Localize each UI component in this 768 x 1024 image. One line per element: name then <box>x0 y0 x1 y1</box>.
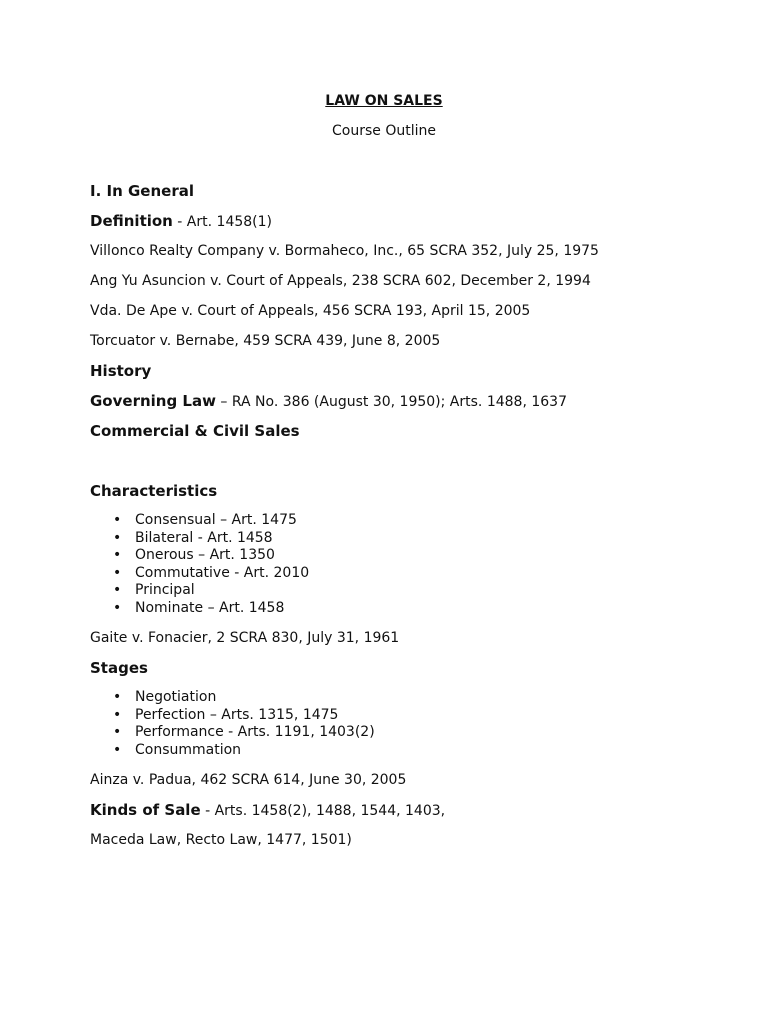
characteristics-list <box>90 512 730 617</box>
list-item <box>90 512 730 530</box>
case-citation: Ainza v. Padua, 462 SCRA 614, June 30, 2005 <box>90 772 407 788</box>
list-item <box>90 707 730 725</box>
kinds-of-sale-continuation: Maceda Law, Recto Law, 1477, 1501) <box>90 832 352 848</box>
bullet-icon: • <box>113 582 122 598</box>
list-item-text: Negotiation <box>135 689 217 705</box>
case-citation: Ang Yu Asuncion v. Court of Appeals, 238 SCRA 602, December 2, 1994 <box>90 273 591 289</box>
characteristics-heading: Characteristics <box>90 482 218 500</box>
list-item-text: Performance - Arts. 1191, 1403(2) <box>135 724 375 740</box>
list-item <box>90 582 730 600</box>
case-citation: Torcuator v. Bernabe, 459 SCRA 439, June 8, 2005 <box>90 333 441 349</box>
list-item-text: Onerous – Art. 1350 <box>135 547 275 563</box>
document-title: LAW ON SALES <box>325 93 443 109</box>
bullet-icon: • <box>113 564 122 581</box>
section-heading-in-general: I. In General <box>90 182 194 200</box>
list-item-text: Consensual – Art. 1475 <box>135 512 297 528</box>
bullet-icon: • <box>113 724 122 740</box>
definition-line <box>90 212 730 230</box>
list-item <box>90 547 730 565</box>
governing-law-label: Governing Law <box>90 392 216 410</box>
governing-law-text: – RA No. 386 (August 30, 1950); Arts. 1488, 1637 <box>215 394 567 410</box>
stages-heading: Stages <box>90 659 148 677</box>
stages-list <box>90 689 730 759</box>
bullet-icon: • <box>113 689 122 705</box>
kinds-of-sale-label: Kinds of Sale <box>90 801 201 819</box>
list-item <box>90 530 730 548</box>
list-item-text: Perfection – Arts. 1315, 1475 <box>135 706 339 723</box>
list-item <box>90 689 730 707</box>
list-item-text: Commutative - Art. 2010 <box>135 564 310 581</box>
bullet-icon: • <box>113 512 122 528</box>
list-item <box>90 724 730 742</box>
list-item <box>90 600 730 618</box>
list-item <box>90 565 730 583</box>
outline-content <box>90 182 730 849</box>
history-heading: History <box>90 362 152 380</box>
list-item <box>90 742 730 760</box>
governing-law-line <box>90 392 730 410</box>
definition-label: Definition <box>90 212 173 230</box>
definition-text: - Art. 1458(1) <box>172 214 272 230</box>
list-item-text: Bilateral - Art. 1458 <box>135 529 273 546</box>
bullet-icon: • <box>113 529 122 546</box>
list-item-text: Consummation <box>135 741 242 758</box>
list-item-text: Principal <box>135 582 195 598</box>
bullet-icon: • <box>113 741 122 758</box>
document-subtitle: Course Outline <box>332 123 436 139</box>
bullet-icon: • <box>113 599 122 616</box>
commercial-civil-heading: Commercial & Civil Sales <box>90 422 300 440</box>
bullet-icon: • <box>113 547 122 563</box>
case-citation: Villonco Realty Company v. Bormaheco, Inc., 65 SCRA 352, July 25, 1975 <box>90 243 599 259</box>
kinds-of-sale-text: - Arts. 1458(2), 1488, 1544, 1403, <box>200 803 446 819</box>
list-item-text: Nominate – Art. 1458 <box>135 599 285 616</box>
case-citation: Vda. De Ape v. Court of Appeals, 456 SCRA 193, April 15, 2005 <box>90 303 531 319</box>
kinds-of-sale-line <box>90 801 730 819</box>
case-citation: Gaite v. Fonacier, 2 SCRA 830, July 31, 1961 <box>90 630 400 646</box>
bullet-icon: • <box>113 706 122 723</box>
